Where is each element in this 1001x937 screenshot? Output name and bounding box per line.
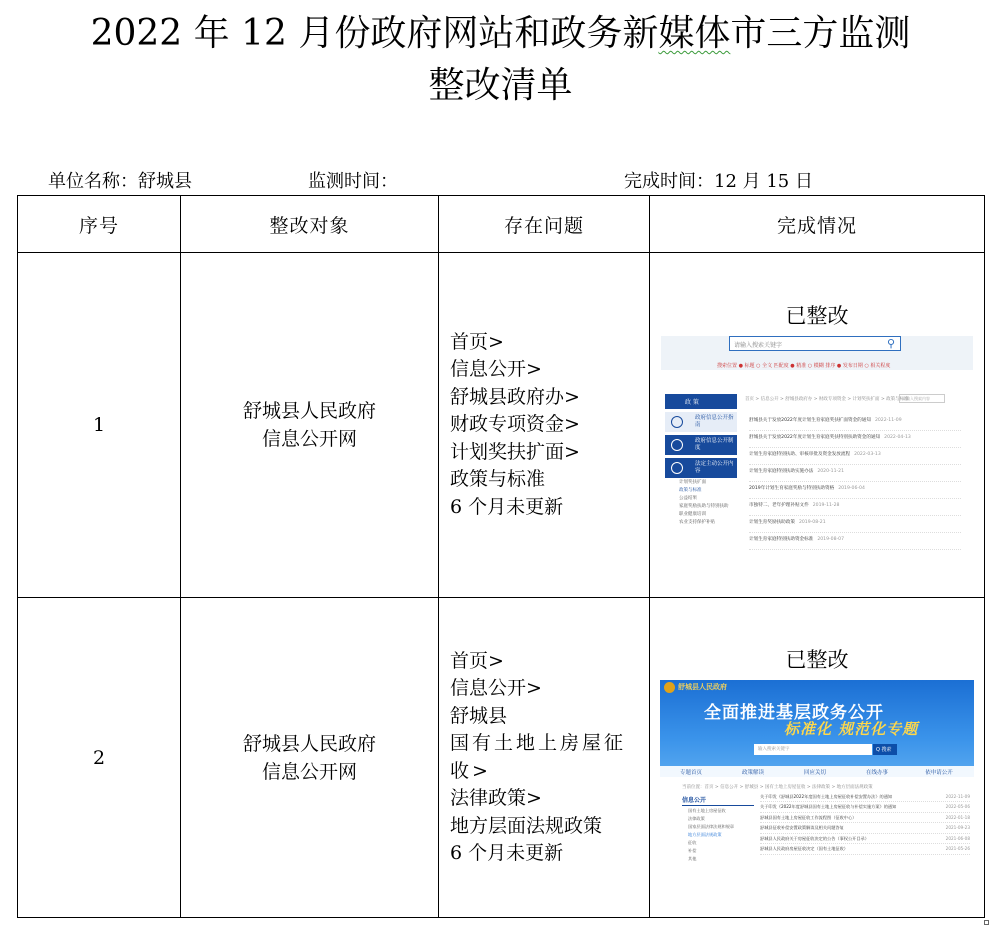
sidebar-sub: 征收 [688,839,697,845]
list-item: 计划生育奖励扶助政策 2019-08-21 [749,516,961,533]
sidebar-head: 信息公开 [682,795,754,806]
list-item: 计划生育家庭特别扶助实施办法 2020-11-21 [749,465,961,482]
issue-line: 舒城县 [450,704,508,727]
article-list [760,792,970,855]
nav-item: 在线办事 [865,769,888,776]
header-target: 整改对象 [181,196,439,253]
issue-line: 财政专项资金> [450,413,580,436]
list-item: 关于印发《舒城县2022年度国有土地上房屋征收补偿安置办法》的通知 2022-11-09 [760,792,970,803]
document-title-line2: 整改清单 [428,65,573,106]
list-item: 舒城县关于发放2022年度计划生育家庭奖扶扩面资金的通知 2022-11-09 [749,414,961,431]
search-input: 请输入搜索关键字 [729,336,901,351]
list-item: 计划生育家庭特别扶助资金标准 2019-08-07 [749,533,961,550]
list-item: 舒城县人民政府房屋征收决定（国有土地征收） 2021-05-26 [760,844,970,855]
paragraph-mark [984,920,989,925]
document-icon [671,439,683,451]
sidebar-sub: 法律政策 [688,815,705,821]
list-item: 市独特二、老年护理补贴文件 2019-11-28 [749,499,961,516]
nav-item: 依申请公开 [925,769,953,776]
issue-line: 首页> [450,649,504,672]
compass-icon [671,416,683,428]
list-item: 舒城县人民政府关于房屋征收决定的公告（事权公开目录） 2021-06-08 [760,834,970,845]
list-icon [671,462,683,474]
nav-item: 回应关切 [803,769,826,776]
sidebar-sub: 政策与标准 [679,488,702,493]
nav-item: 政策解读 [741,769,764,776]
list-item: 舒城县国有土地上房屋征收工作流程图（征收中心） 2022-01-18 [760,813,970,824]
screenshot-topic-page [660,680,974,872]
sidebar-item-content: 法定主动公开内容 [665,458,737,478]
table-row [18,253,985,598]
header-issue: 存在问题 [439,196,650,253]
table-header-row [18,196,985,253]
breadcrumb: 首页 > 信息公开 > 舒城县政府办 > 财政专项资金 > 计划奖扶扩面 > 政策与标准 [745,397,909,402]
table-row [18,598,985,918]
list-search-input: 请输入搜索内容 [899,394,945,403]
search-input: 输入搜索关键字 [754,744,872,755]
sidebar [682,795,754,862]
list-item: 关于印发《2022年度舒城县国有土地上房屋征收与补偿实施方案》的通知 2022-05-06 [760,802,970,813]
status-label: 已整改 [785,304,849,328]
search-filter: 搜索位置 ● 标题 ○ 全文 匹配度 ● 精准 ○ 模糊 排序 ● 发布日期 ○ 相关程度 [717,363,891,369]
issue-line: 信息公开> [450,358,542,381]
document-title-line1: 2022 年 12 月份政府网站和政务新媒体市三方监测 [90,13,911,54]
sidebar-sub: 国家层面法律法规和规章 [688,823,735,829]
target-line2: 信息公开网 [261,428,357,450]
sidebar-sub: 补偿 [688,847,697,853]
list-item: 计划生育家庭特别扶助、审核审批及资金发放流程 2022-03-13 [749,448,961,465]
site-name: 舒城县人民政府 [678,682,727,691]
issue-line: 地方层面法规政策 [450,814,603,837]
monitor-time: 监测时间： [308,171,398,192]
nav-item: 专题首页 [679,769,702,776]
header-num: 序号 [18,196,181,253]
sidebar-sub: 职业健康培训 [679,512,706,517]
complete-time: 完成时间：12 月 15 日 [624,171,813,192]
banner-headline: 全面推进基层政务公开 [704,702,884,723]
issue-line: 计划奖扶扩面> [450,440,580,463]
sidebar-sub: 其他 [688,855,697,861]
completion-status [650,253,985,598]
row-number: 2 [18,598,181,918]
completion-status [650,598,985,918]
target-line1: 舒城县人民政府 [242,400,376,422]
row-number: 1 [18,253,181,598]
issue-description [439,253,650,598]
sidebar-item-guide: 政府信息公开指南 [665,412,737,432]
screenshot-policy-page [661,336,973,550]
breadcrumb: 当前位置：首页 > 信息公开 > 舒城县 > 国有土地上房屋征收 > 法律政策 > 地方层面法规政策 [682,784,873,790]
rectification-table [17,195,985,918]
issue-description [439,598,650,918]
status-label: 已整改 [785,647,849,672]
header-status: 完成情况 [650,196,985,253]
emblem-icon [664,682,675,693]
sidebar-sub: 地方层面法规政策 [688,831,722,837]
list-item: 舒城县征收补偿安置政策解读及相关问题答复 2021-09-23 [760,823,970,834]
sidebar-head: 政 策 [665,394,737,409]
sidebar [665,394,737,526]
sidebar-sub: 计划奖扶扩面 [679,480,706,485]
sidebar-sub: 家庭奖励扶助与特别扶助 [679,504,729,509]
sidebar-sub: 国有土地上房屋征收 [688,807,726,813]
list-item: 舒城县关于发放2022年度计划生育家庭奖扶特别扶助资金的通知 2022-04-13 [749,431,961,448]
issue-line: 政策与标准 [450,468,546,491]
issue-line: 舒城县政府办> [450,385,580,408]
banner-subheadline: 标准化 规范化专题 [784,719,919,738]
sidebar-item-system: 政府信息公开制度 [665,435,737,455]
rectification-target [181,598,439,918]
issue-line: 信息公开> [450,677,542,699]
search-icon: ⚲ [887,337,896,350]
issue-line: 法律政策> [450,787,542,809]
list-item: 2019年计划生育家庭奖励与特别扶助资格 2019-06-04 [749,482,961,499]
sidebar-sub: 农业支持保护补贴 [679,520,715,525]
issue-line: 6 个月未更新 [450,842,564,864]
topic-nav [660,766,974,778]
issue-line: 首页> [450,330,504,353]
target-line2: 信息公开网 [261,760,357,783]
rectification-target [181,253,439,598]
issue-line: 国有土地上房屋征收> [450,732,627,782]
unit-name: 单位名称：舒城县 [48,171,192,192]
issue-line: 6 个月未更新 [450,495,564,518]
article-list [749,414,961,550]
search-button: Q 搜索 [873,744,897,755]
target-line1: 舒城县人民政府 [242,732,376,755]
sidebar-sub: 公益结果 [679,496,697,501]
